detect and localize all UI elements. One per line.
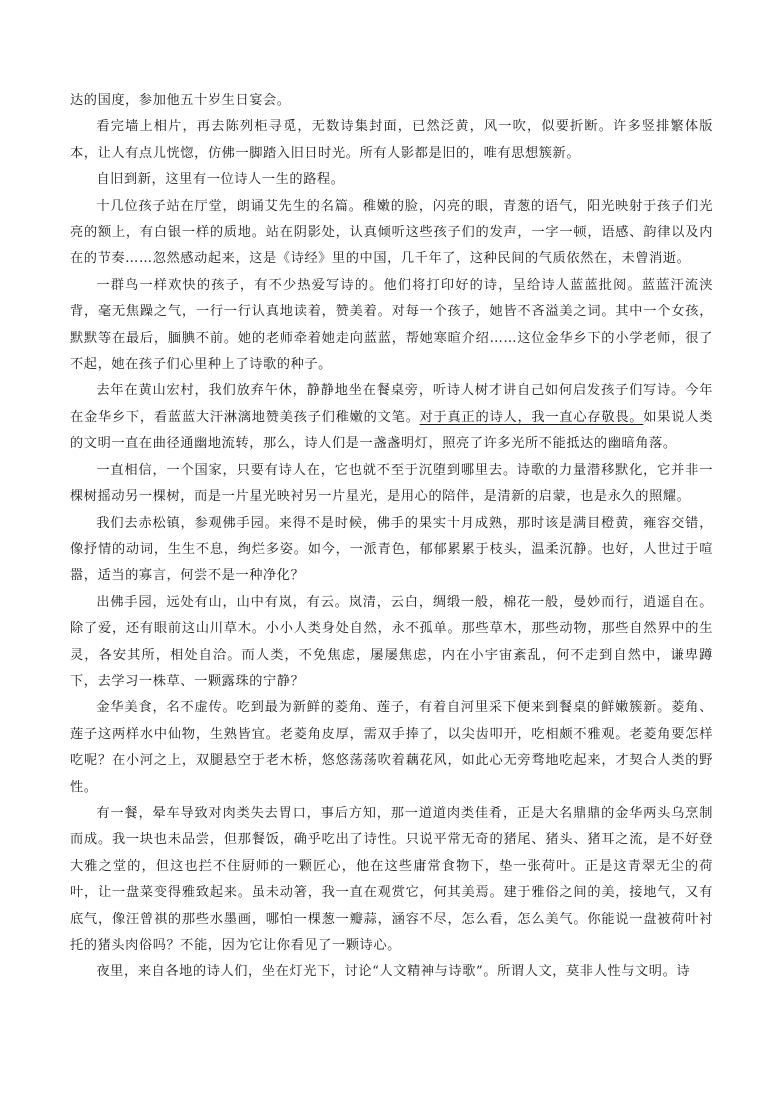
paragraph-lanlan-reading: 一群鸟一样欢快的孩子，有不少热爱写诗的。他们将打印好的诗，呈给诗人蓝蓝批阅。蓝蓝汗流浃背，毫无焦躁之气，一行一行认真地读着，赞美着。对每一个孩子，她皆不吝溢美之词。其中一个女孩，默默等在最后，腼腆不前。她的老师牵着她走向蓝蓝，帮她寒暄介绍……这位金华乡下的小学老师，很了不起，她在孩子们心里种上了诗歌的种子。	[70, 277, 713, 373]
paragraph-nation-poets: 一直相信，一个国家，只要有诗人在，它也就不至于沉堕到哪里去。诗歌的力量潜移默化，它并非一棵树摇动另一棵树，而是一片星光映衬另一片星光，是用心的陪伴，是清新的启蒙，也是永久的照耀。	[70, 462, 713, 505]
paragraph-jinhua-food: 金华美食，名不虚传。吃到最为新鲜的菱角、莲子，有着自河里采下便来到餐桌的鲜嫩簇新。菱角、莲子这两样水中仙物，生熟皆宜。老菱角皮厚，需双手捧了，以尖齿叩开，吃相颇不雅观。老菱角要怎样吃呢？在小河之上，双腿悬空于老木桥，悠悠荡荡吹着藕花风，如此心无旁骛地吃起来，才契合人类的野性。	[70, 700, 713, 795]
paragraph-lotus-leaf-meal: 有一餐，晕车导致对肉类失去胃口，事后方知，那一道道肉类佳肴，正是大名鼎鼎的金华两头乌烹制而成。我一块也未品尝，但那餐饭，确乎吃出了诗性。只说平常无奇的猪尾、猪头、猪耳之流，是不好登大雅之堂的，但这也拦不住厨师的一颗匠心，他在这些庸常食物下，垫一张荷叶。正是这青翠无尘的荷叶，让一盘菜变得雅致起来。虽未动箸，我一直在观赏它，何其美焉。建于雅俗之间的美，接地气，又有底气，像汪曾祺的那些水墨画，哪怕一棵葱一瓣蒜，涵容不尽，怎么看，怎么美气。你能说一盘被荷叶衬托的猪头肉俗吗？不能，因为它让你看见了一颗诗心。	[70, 805, 713, 953]
paragraph-display-cabinet: 看完墙上相片，再去陈列柜寻觅，无数诗集封面，已然泛黄，风一吹，似要折断。许多竖排繁体版本，让人有点儿恍惚，仿佛一脚踏入旧日时光。所有人影都是旧的，唯有思想簇新。	[70, 119, 713, 161]
reverence-text-after: 如果说人类的文明一直在曲径通幽地流转，那么，诗人们是一盏盏明灯，照亮了许多光所不能抵达的幽暗角落。	[70, 409, 713, 452]
document-body	[70, 88, 713, 986]
reverence-text-before: 去年在黄山宏村，我们放弃午休，静静地坐在餐桌旁，听诗人树才讲自己如何启发孩子们写诗。今年在金华乡下，看蓝蓝大汗淋漓地赞美孩子们稚嫩的文笔。	[70, 383, 713, 425]
paragraph-bergamot-garden: 我们去赤松镇，参观佛手园。来得不是时候，佛手的果实十月成熟，那时该是满目橙黄，雍容交错，像抒情的动词，生生不息，绚烂多姿。如今，一派青色，郁郁累累于枝头，温柔沉静。也好，人世过于喧嚣，适当的寡言，何尝不是一种净化？	[70, 515, 713, 584]
paragraph-reverence	[70, 378, 713, 457]
paragraph-children-recital: 十几位孩子站在厅堂，朗诵艾先生的名篇。稚嫩的脸，闪亮的眼，青葱的语气，阳光映射于孩子们光亮的额上，有白银一样的质地。站在阴影处，认真倾听这些孩子们的发声，一字一顿，语感、韵律以及内在的节奏……忽然感动起来，这是《诗经》里的中国，几千年了，这种民间的气质依然在，未曾消逝。	[70, 198, 713, 267]
paragraph-poet-journey: 自旧到新，这里有一位诗人一生的路程。	[96, 172, 345, 188]
underlined-sentence: 对于真正的诗人，我一直心存敬畏。	[419, 409, 644, 425]
paragraph-mountains-clouds: 出佛手园，远处有山，山中有岚，有云。岚清，云白，绸缎一般，棉花一般，曼妙而行，逍遥自在。除了爱，还有眼前这山川草木。小小人类身处自然，永不孤单。那些草木，那些动物，那些自然界中的生灵，各安其所，相处自洽。而人类，不免焦虑，屡屡焦虑，内在小宇宙紊乱，何不走到自然中，谦卑蹲下，去学习一株草、一颗露珠的宁静？	[70, 594, 713, 689]
paragraph-continuation: 达的国度，参加他五十岁生日宴会。	[70, 93, 291, 108]
paragraph-night-discussion: 夜里，来自各地的诗人们，坐在灯光下，讨论“人文精神与诗歌”。所谓人文，莫非人性与文明。诗	[96, 964, 691, 980]
